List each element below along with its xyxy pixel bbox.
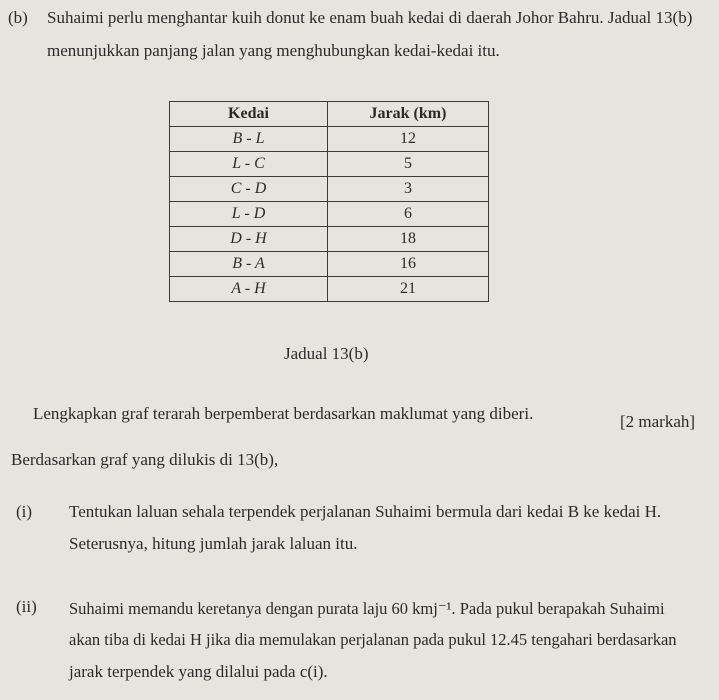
table-row [170, 277, 489, 302]
q2-label: (ii) [16, 597, 37, 616]
cell-jarak: 18 [328, 227, 489, 252]
table-row [170, 227, 489, 252]
cell-kedai: C - D [170, 177, 328, 202]
cell-kedai: A - H [170, 277, 328, 302]
table-row [170, 202, 489, 227]
cell-jarak: 3 [328, 177, 489, 202]
q1-line-2: Seterusnya, hitung jumlah jarak laluan itu. [69, 534, 358, 553]
cell-jarak: 12 [328, 127, 489, 152]
header-jarak: Jarak (km) [328, 102, 489, 127]
marks-label: [2 markah] [620, 412, 696, 431]
part-b-line-2: menunjukkan panjang jalan yang menghubungkan kedai-kedai itu. [47, 41, 500, 60]
table-caption: Jadual 13(b) [284, 344, 369, 363]
lead-text: Berdasarkan graf yang dilukis di 13(b), [11, 450, 279, 469]
table-row [170, 127, 489, 152]
header-kedai: Kedai [170, 102, 328, 127]
cell-jarak: 21 [328, 277, 489, 302]
cell-jarak: 16 [328, 252, 489, 277]
instruction-text: Lengkapkan graf terarah berpemberat berdasarkan maklumat yang diberi. [33, 404, 534, 423]
cell-kedai: L - C [170, 152, 328, 177]
table-row [170, 252, 489, 277]
cell-kedai: D - H [170, 227, 328, 252]
q2-line-2: akan tiba di kedai H jika dia memulakan perjalanan pada pukul 12.45 tengahari berdasarkan [69, 630, 677, 649]
cell-kedai: B - A [170, 252, 328, 277]
table-row [170, 177, 489, 202]
table-row [170, 152, 489, 177]
q1-label: (i) [16, 502, 33, 521]
distance-table [169, 101, 489, 302]
cell-jarak: 6 [328, 202, 489, 227]
cell-jarak: 5 [328, 152, 489, 177]
q1-line-1: Tentukan laluan sehala terpendek perjalanan Suhaimi bermula dari kedai B ke kedai H. [69, 502, 662, 521]
q2-line-3: jarak terpendek yang dilalui pada c(i). [69, 662, 328, 681]
q2-line-1: Suhaimi memandu keretanya dengan purata laju 60 kmj⁻¹. Pada pukul berapakah Suhaimi [69, 599, 665, 618]
part-b-label: (b) [8, 8, 28, 27]
cell-kedai: L - D [170, 202, 328, 227]
cell-kedai: B - L [170, 127, 328, 152]
part-b-line-1: Suhaimi perlu menghantar kuih donut ke enam buah kedai di daerah Johor Bahru. Jadual 13(b) [47, 8, 693, 27]
table-header-row [170, 102, 489, 127]
